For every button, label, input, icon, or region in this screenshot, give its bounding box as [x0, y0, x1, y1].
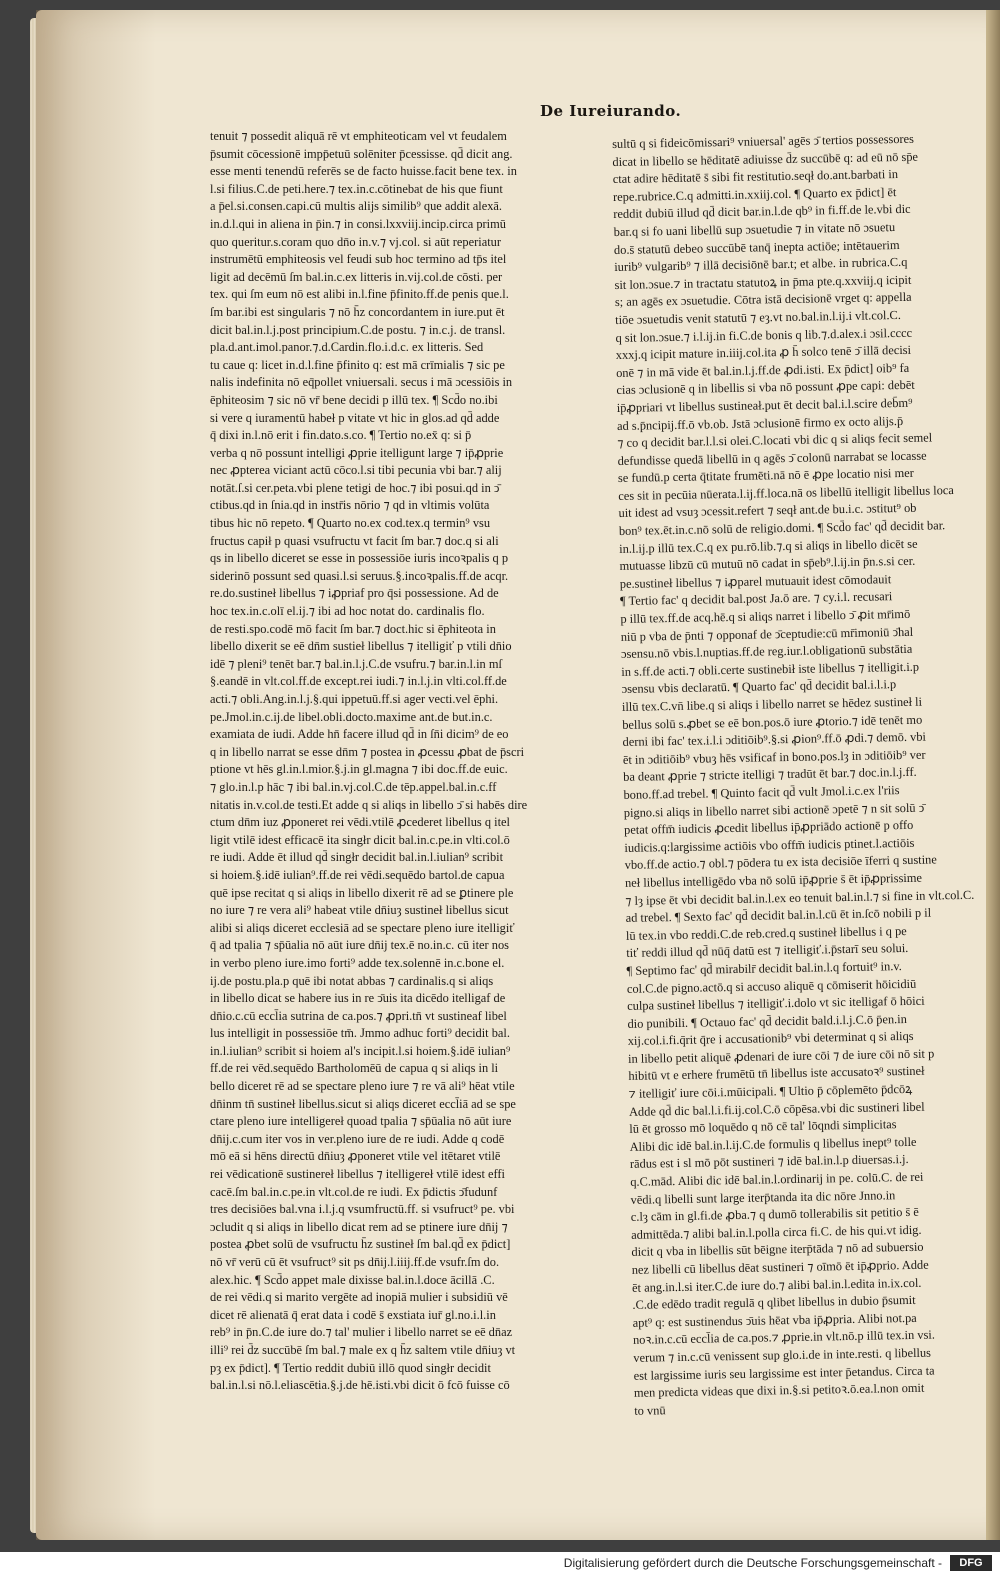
left-column-line: fructus capił p quasi vsufructu vt facit ſm bar.⁊ doc.q si ali — [210, 533, 499, 548]
right-column-line: vbo.ff.de actio.⁊ obl.⁊ pōdera tu ex ista decisiōe īferri q sustine — [624, 852, 937, 873]
left-column-line: instrumētū emphiteosis vel feudi sub hoc termino ad tp̄s itel — [210, 252, 507, 267]
right-column-line: ¶ Tertio fac' q decidit bal.post Ja.ō are. ⁊ cy.i.l. recusari — [620, 589, 893, 609]
right-column-line: bon⁹ tex.ēt.in.c.nō solū de religio.domi. ¶ Scd̄o fac' qd̄ decidit bar. — [618, 518, 946, 539]
left-column-line: in verbo pleno iure.imo forti⁹ adde tex.solennē in.c.bone el. — [210, 955, 505, 970]
left-column-line: notāt.ſ.si cer.peta.vbi plene tetigi de hoc.⁊ ibi posui.qd in ↄ̄ — [210, 480, 500, 495]
right-column-line: sit lon.ɔsue.⁊ in tractatu statutoꝝ in p̄ma pte.q.xxviij.q icipit — [614, 272, 912, 292]
right-column-line: illū tex.C.vn̄ libe.q si aliqs i libello narret se hēdez sustineł li — [621, 694, 923, 714]
right-column-line: derni ibi fac' tex.i.l.i ɔditiōib⁹.§.si ꝓion⁹.ff.ō ꝓdi.⁊ demō. vbi — [622, 729, 927, 750]
right-column-line: ⁊ itelligiť iure cōi.i.mūicipali. ¶ Ultio p̄ cōplemēto p̄dcōꝝ — [628, 1081, 913, 1101]
left-column-line: ptione vt hēs gl.in.l.mior.§.j.in gl.magna ⁊ ibi doc.ff.de euic. — [210, 762, 508, 777]
left-column-line: ctum dn̄m iuz ꝓponeret rei vēdi.vtilē ꝓcederet libellus q itel — [210, 815, 510, 830]
left-column-line: dn̄ij.c.cum iter vos in ver.pleno iure de re iudi. Adde q codē — [210, 1131, 505, 1146]
right-column-line: ⁊ lȝ ipse ēt vbi decidit bal.in.l.ex eo tenuit bal.in.l.⁊ si fine in vlt.col.C. — [625, 887, 975, 908]
right-column-line: do.s̄ statutū debeo succūbē tanq̄ inepta actiōe; intētauerim — [613, 237, 900, 257]
left-column-line: de resti.spo.codē mō facit ſm bar.⁊ doct.hic si ēphiteota in — [210, 621, 496, 636]
right-column-line: ēt in ɔditiōib⁹ vbuȝ hēs vsificaf in bono.pos.lȝ in ɔditiōib⁹ ver — [622, 747, 926, 767]
right-column-line: ɔsensu.nō vbis.l.nuptias.ff.de reg.iur.l.obligationū substātia — [620, 642, 913, 662]
left-column-line: bal.in.l.si nō.l.eliascētia.§.j.de hē.isti.vbi dicit ō fcō fuisse cō — [210, 1378, 510, 1393]
left-column-line: cacē.ſm bal.in.c.pe.in vlt.col.de re iudi. Ex p̄dictis ↄ̄fudunf — [210, 1184, 498, 1199]
left-column-line: ēphiteosim ⁊ sic nō vr̄ bene decidi p illū tex. ¶ Scd̄o no.ibi — [210, 392, 498, 407]
right-column-line: xij.col.i.fi.q̄rit q̄re i accusationib⁹ vbi determinat q si aliqs — [627, 1029, 914, 1049]
left-column-line: nō vr̄ verū cū ēt vsufruct⁹ sit ps dn̄ij.l.iiij.ff.de vsufr.ſm do. — [210, 1255, 500, 1269]
left-column-line: ij.de postu.pla.p quē ibi notat abbas ⁊ cardinalis.q si aliqs — [210, 973, 494, 988]
digitization-footer — [0, 1552, 1000, 1575]
right-text-column — [612, 130, 996, 1420]
left-column-line: idē ⁊ pleni⁹ tenēt bar.⁊ bal.in.l.j.C.de vsufru.⁊ bar.in.l.in mſ — [210, 656, 502, 671]
right-column-line: cias ɔclusionē q in libellis si vba nō possunt ꝓpe capi: debēt — [616, 378, 915, 398]
left-column-line: nitatis in.v.col.de testi.Et adde q si aliqs in libello ↄ̄ si habēs dire — [210, 797, 528, 812]
left-column-line: qs in libello diceret se esse in possessiōe iuris incoꝛpalis q p — [210, 551, 509, 566]
right-column-line: ba deant ꝓprie ⁊ stricte itelligi ⁊ tradūt ēt bar.⁊ doc.in.l.j.ff. — [623, 765, 917, 785]
left-column-line: ɔcludit q si aliqs in libello dicat rem ad se ptinere iure dn̄ij ⁊ — [210, 1219, 508, 1234]
left-column-line: re iudi. Adde ēt illud qd̄ singłr decidit bal.in.l.iulian⁹ scribit — [210, 850, 504, 865]
right-column-line: Adde qd̄ dic bal.l.i.fi.ij.col.C.ō cōpēsa.vbi dic sustineri libel — [628, 1099, 925, 1119]
left-column-line: §.eandē in vlt.col.ff.de except.rei iudi.⁊ in.l.j.in vlti.col.ff.de — [210, 674, 507, 689]
right-column-line: se fundū.p certa q̄titate frumēti.nā nō ē ꝓpe locatio nisi mer — [617, 466, 914, 486]
left-column-line: quē ipse recitat q si aliqs in libello dixerit rē ad se ꝑtinere ple — [210, 885, 514, 900]
left-column-line: rei vēdicationē sustinereł libellus ⁊ itelligereł vtilē idest effi — [210, 1167, 505, 1182]
left-column-line: no iure ⁊ re vera ali⁹ habeat vtile dn̄iuȝ sustineł libellus sicut — [210, 903, 509, 918]
right-column-line: ces sit in pecūia nūerata.l.ij.ff.loca.nā os libellū itelligit libellus loca — [618, 482, 954, 503]
left-column-line: tu caue q: licet in.d.l.fine p̄finito q: est mā crīmialis ⁊ sic pe — [210, 357, 505, 372]
left-column-line: ſm bar.ibi est singularis ⁊ nō h̄z concordantem in iure.put ēt — [210, 304, 505, 319]
left-column-line: esse menti tenendū referēs se de facto huisse.facit bene tex. in — [210, 164, 517, 179]
left-column-line: dn̄io.c.cū eccl̄ia sutrina de ca.pos.⁊ ꝓpri.tn̄ vt sustineaf libel — [210, 1008, 507, 1023]
right-column-line: ad s.p̄ncipij.ff.ō vb.ob. Jstā ɔclusionē firmo ex octo alijs.p̄ — [616, 413, 904, 433]
left-column-line: pe.Jmol.in.c.ij.de libel.obli.docto.maxime ant.de but.in.c. — [210, 709, 493, 724]
left-column-line: ⁊ glo.in.l.p hāc ⁊ ibi bal.in.vj.col.C.de tēp.appel.bal.in.c.ff — [210, 779, 497, 794]
left-column-line: pȝ ex p̄dict]. ¶ Tertio reddit dubiū illō quod singłr decidit — [210, 1360, 491, 1375]
right-column-line: Alibi dic idē bal.in.l.ij.C.de formulis q libellus inept⁹ tolle — [629, 1134, 917, 1154]
left-column-line: q̄ ad tpalia ⁊ sp̄ūalia nō aūt iure dn̄ij tex.ē no.in.c. cū iter nos — [210, 938, 509, 953]
right-column-line: ip̄ꝓpriari vt libellus sustineał.put ēt decit bal.i.l.scire deb̄m⁹ — [616, 395, 913, 415]
right-column-line: p illū tex.ff.de acq.hē.q si aliqs narret i libello ↄ̄ ꝓit mr̄imō — [620, 606, 911, 626]
right-column-line: s; an agēs ex ɔsuetudie. Cōtra istā decisionē vrget q: appella — [614, 290, 912, 310]
funding-notice: Digitalisierung gefördert durch die Deutsche Forschungsgemeinschaft - — [563, 1556, 942, 1570]
right-column-line: in libello petit aliquē ꝓdenari de iure cōi ⁊ de iure cōi nō sit p — [627, 1046, 935, 1066]
left-column-line: de rei vēdi.q si marito vergēte ad inopiā mulier i subsidiū vē — [210, 1290, 508, 1305]
right-column-line: mutuasse libzū cū mutuū nō cadat in sp̄eb⁹.l.ij.in p̄n.s.si cer. — [619, 554, 916, 574]
left-column-line: nalis indefinita nō eq̄pollet vniuersali. secus i mā ɔcessiōis in — [210, 375, 513, 390]
left-column-line: ctibus.qd in ſnia.qd in instr̄is nōrio ⁊ qd in vltimis volūta — [210, 498, 490, 513]
left-column-line: dicet rē alienatā q̄ erat data i codē s̄ exstiata iur̄ gl.no.i.l.in — [210, 1307, 496, 1322]
left-column-line: examiata de iudi. Adde hn̄ facere illud qd̄ in ſn̄i dicim⁹ de eo — [210, 727, 509, 742]
right-column-line: reddit dubiū illud qd̄ dicit bar.in.l.de qb⁹ in fi.ff.de le.vbi dic — [613, 202, 911, 222]
left-column-line: re.do.sustineł libellus ⁊ iꝓpriaf pro q̄si possessione. Ad de — [210, 586, 499, 601]
left-column-line: ff.de rei vēd.sequēdo Bartholomēū de capua q si aliqs in li — [210, 1061, 499, 1076]
left-column-line: libello dixerit se eē dn̄m sustieł libellus ⁊ itelligiť p vtili dn̄io — [210, 639, 512, 654]
running-header: De Iureiurando. — [540, 102, 682, 120]
right-column-line: pigno.si aliqs in libello narret sibi actionē ɔpetē ⁊ n sit solū ↄ̄ — [623, 800, 925, 820]
left-column-line: l.si filius.C.de peti.here.⁊ tex.in.c.cōtinebat de his que fiunt — [210, 181, 503, 196]
left-column-line: alex.hic. ¶ Scd̄o appet male dixisse bal.in.l.doce ācillā .C. — [210, 1272, 495, 1287]
right-column-line: xxxj.q icipit mature in.iiij.col.ita ꝓ h̄ solco tenē ↄ̄ illā decisi — [615, 342, 912, 363]
left-column-line: tibus hic nō repeto. ¶ Quarto no.ex cod.tex.q termin⁹ vsu — [210, 516, 491, 531]
left-column-line: q̄ dixi in.l.nō erit i fin.dato.s.co. ¶ Tertio no.ex̄ q: si p̄ — [210, 428, 472, 443]
right-column-line: ɔsensu vbis declaratū. ¶ Quarto fac' qd̄ decidit bal.i.l.i.p — [621, 677, 897, 697]
right-column-line: niū p vba de p̄nti ⁊ opponaf de ↄ̄ceptudie:cū mr̄imoniū ↄ̄hal — [620, 624, 914, 644]
right-column-line: sultū q si fideicōmissari⁹ vniuersal' agēs ↄ̄ tertios possessores — [612, 131, 915, 151]
right-column-line: ad trebel. ¶ Sexto fac' qd̄ decidit bal.in.l.cū ēt in.ſcō nobili p il — [625, 905, 932, 926]
left-column-line: in libello dicat se habere ius in re ↄ̄uis ita dicēdo itelligaf de — [210, 991, 506, 1006]
right-column-line: defundisse quedā libellū in q agēs ↄ̄ colonū narrabat se locasse — [617, 448, 927, 468]
right-column-line: noꝛ.in.c.cū eccl̄ia de ca.pos.⁊ ꝓprie.in vlt.nō.p illū tex.in vsi. — [632, 1327, 936, 1348]
right-column-line: bellus solū s.ꝓbet se eē bon.pos.ō iure ꝓtorio.⁊ idē tenēt mo — [622, 712, 923, 732]
right-column-line: men predicta videas que dixi in.§.si petitoꝛ.ō.ea.l.non omit — [633, 1380, 925, 1400]
right-column-line: ēt ang.in.l.si iter.C.de iure do.⁊ alibi bal.in.l.edita in.ix.col. — [631, 1275, 922, 1295]
right-column-line: uit idest ad vsuȝ ɔcessit.refert ⁊ seqł ant.de bu.i.c. ɔstitut⁹ ob — [618, 501, 917, 521]
right-column-line: rādus est i sl mō pōt sustineri ⁊ idē bal.in.l.p diuersas.i.j. — [629, 1152, 909, 1172]
left-column-line: si vere q iuramentū habeł p vitate vt hic in glos.ad qd̄ adde — [210, 410, 500, 425]
right-column-line: est largissime iuris seu largissime est inter p̄etandus. Circa ta — [633, 1363, 935, 1383]
right-column-line: admittēda.⁊ alibi bal.in.l.polla circa fi.C. de his qui.vt idig. — [631, 1222, 922, 1242]
left-column-line: q in libello narrat se esse dn̄m ⁊ postea in ꝓcessu ꝓbat de p̄scri — [210, 744, 525, 759]
left-column-line: verba q nō possunt intelligi ꝓprie itelligunt large ⁊ ip̄ꝓprie — [210, 445, 504, 460]
left-text-column — [210, 128, 562, 1395]
right-column-line: onē ⁊ in mā vide ēt bal.in.l.j.ff.de ꝓdi.isti. Ex p̄dict] oib⁹ fa — [616, 360, 910, 380]
left-column-line: tex. qui ſm eum nō est alibi in.l.fine p̄finito.ff.de penis que.l. — [210, 287, 509, 302]
right-column-line: c.lȝ cām in gl.fi.de ꝓba.⁊ q dumō tollerabilis sit petitio s̄ ē — [630, 1205, 919, 1225]
right-column-line: culpa sustineł libellus ⁊ itelligiť.i.dolo vt sic itelligaf ō hōici — [627, 993, 925, 1013]
right-column-line: ¶ Septimo fac' qd̄ mirabilr̄ decidit bal.in.l.q fortuit⁹ in.v. — [626, 958, 902, 978]
right-column-line: nez libelli cū libellus dēat sustineri ⁊ oīmō ēt ip̄ꝓprio. Adde — [631, 1257, 929, 1277]
right-column-line: bar.q si fo uani libellū sup ɔsuetudie ⁊ in vitate nō ɔsuetu — [613, 220, 896, 239]
right-column-line: col.C.de pigno.actō.q si accuso aliquē q cōmiserit hōicidiū — [626, 976, 917, 996]
left-column-line: pla.d.ant.imol.panor.⁊.d.Cardin.flo.i.d.c. ex litteris. Sed — [210, 340, 484, 355]
right-column-line: tiť reddi illud qd̄ nūq̄ datū est ⁊ itelligiť.i.p̄starī seu solui. — [626, 941, 909, 961]
left-column-line: nec ꝓpterea viciant actū cōco.l.si tibi pecunia vbi bar.⁊ alij — [210, 463, 502, 478]
left-column-line: siderinō possunt sed quasi.l.si seruus.§.incoꝛpalis.ff.de acqr. — [210, 568, 509, 583]
right-column-line: dicat in libello se hēditatē adiuisse d̄z succūbē q: ad eū nō sp̄e — [612, 149, 919, 169]
left-column-line: illi⁹ rei d̄z succūbē ſm bal.⁊ male ex q h̄z saltem vtile dn̄iuȝ vt — [210, 1342, 516, 1357]
right-column-line: vēdi.q libelli sunt large iterp̄tanda ita dic nōre Jnno.in — [630, 1187, 896, 1207]
right-column-line: .C.de edēdo tradit regulā q qlibet libellus in dubio p̄sumit — [632, 1293, 916, 1313]
left-column-line: dicit bal.in.l.j.post principium.C.de postu. ⁊ in.c.j. de transl. — [210, 322, 506, 337]
left-column-line: ligit vtilē idest efficacē ita singłr dicit bal.in.c.pe.in vlti.col.ō — [210, 832, 510, 847]
right-column-line: iurib⁹ vulgarib⁹ ⁊ illā decisiōnē bar.t; et albe. in rubrica.C.q — [614, 255, 908, 275]
right-column-line: lū ēt grosso mō loquēdo q nō cē tal' lōqndi simplicitas — [629, 1117, 897, 1137]
left-column-line: tenuit ⁊ possedit aliquā rē vt emphiteoticam vel vt feudalem — [210, 129, 507, 143]
left-column-line: hoc tex.in.c.olī el.ij.⁊ ibi ad hoc notat do. cardinalis flo. — [210, 604, 485, 619]
left-column-line: in.d.l.qui in aliena in p̄in.⁊ in consi.lxxviij.incip.circa primū — [210, 216, 506, 231]
right-column-line: petat offm̄ iudicis ꝓcedit libellus ip̄ꝓpriādo actionē p offo — [623, 818, 914, 838]
left-column-line: lus intelligit in possessiōe tm̄. Jmmo adhuc forti⁹ decidit bal. — [210, 1026, 510, 1041]
right-column-line: in s.ff.de acti.⁊ obli.certe sustinebił iste libellus ⁊ itelligit.i.p — [621, 659, 920, 679]
right-column-line: to vnū — [634, 1403, 666, 1418]
left-column-line: ligit ad decēmū ſm bal.in.c.ex litteris in.vij.col.de cōsti. per — [210, 269, 503, 284]
right-column-line: dio punibili. ¶ Octauo fac' qd̄ decidit bald.i.l.j.C.ō p̄en.in — [627, 1011, 907, 1031]
left-column-line: mō eā si hēns directū dn̄iuȝ ꝓponeret vtile vel itētaret vtilē — [210, 1149, 501, 1164]
right-column-line: dicit q vba in libellis sūt bēigne iterp̄tāda ⁊ nō ad subuersio — [631, 1240, 924, 1260]
right-column-line: tiōe ɔsuetudis venit statutū ⁊ eȝ.vt no.bal.in.l.ij.i vlt.col.C. — [615, 307, 901, 327]
left-column-line: in.l.iulian⁹ scribit si hoiem al's incipit.l.si hoiem.§.idē iulian⁹ — [210, 1043, 511, 1058]
left-column-line: postea ꝓbet solū de vsufructu h̄z sustineł ſm bal.qd̄ ex p̄dict] — [210, 1237, 511, 1252]
right-column-line: verum ⁊ in.c.cū venissent sup glo.i.de in inte.resti. q libellus — [633, 1345, 932, 1365]
right-column-line: neł libellus intelligēdo vba nō solū ip̄ꝓprie s̄ ēt ip̄ꝓprissime — [624, 870, 923, 890]
right-column-line: repe.rubrice.C.q admitti.in.xxiij.col. ¶ Quarto ex p̄dict] ēt — [612, 184, 897, 204]
left-column-line: alibi si aliqs diceret ecclesiā ad se spectare pleno iure itelligiť — [210, 920, 515, 935]
right-column-line: q.C.mād. Alibi dic idē bal.in.l.ordinarij in pe. colū.C. de rei — [630, 1169, 924, 1189]
left-column-line: ctare pleno iure intelligereł quoad tpalia ⁊ sp̄ūalia nō aūt iure — [210, 1114, 512, 1129]
left-column-line: quo queritur.s.coram quo dn̄o in.v.⁊ vj.col. si aūt reperiatur — [210, 234, 501, 249]
left-column-line: bello diceret rē ad se spectare pleno iure ⁊ re vā ali⁹ hēat vtile — [210, 1079, 515, 1094]
right-column-line: bono.ff.ad trebel. ¶ Quinto facit qd̄ vult Jmol.i.c.ex l'riis — [623, 783, 900, 802]
right-column-line: hibitū vt e erhere frumētū tn̄ libellus iste accusatoꝛ⁹ sustineł — [628, 1064, 925, 1084]
left-column-line: dn̄inm tn̄ sustineł libellus.sicut si aliqs diceret eccl̄iā ad se spe — [210, 1096, 516, 1111]
right-column-line: in.l.ij.p illū tex.C.q ex pu.rō.lib.⁊.q si aliqs in libello dicēt se — [619, 536, 918, 556]
right-column-line: q sit lon.ɔsue.⁊ i.l.ij.in fi.C.de bonis q lib.⁊.d.alex.i ɔsil.cccc — [615, 325, 913, 345]
right-column-line: ctat adire hēditatē s̄ sibi fit restitutio.seqł do.ant.barbati in — [612, 167, 899, 187]
left-column-line: a p̄el.si.consen.capi.cū multis alijs similib⁹ que addit alexā. — [210, 199, 502, 214]
right-column-line: ⁊ co q decidit bar.l.l.si olei.C.locati vbi dic q si aliqs fecit semel — [617, 430, 933, 451]
dfg-logo: DFG — [950, 1555, 992, 1571]
left-column-line: p̄sumit cōcessionē impp̄etuū solēniter p̄cessisse. qd̄ dicit ang. — [210, 146, 513, 161]
left-column-line: si hoiem.§.idē iulian⁹.ff.de rei vēdi.sequēdo bartol.de capua — [210, 867, 505, 882]
left-column-line: acti.⁊ obli.Ang.in.l.j.§.qui ippetuū.ff.si ager vecti.vel ēphi. — [210, 692, 499, 706]
left-column-line: tres decisiōes bal.vna i.l.j.q vsumfructū.ff. si vsufruct⁹ pe. vbi — [210, 1202, 515, 1217]
right-column-line: lū tex.in vbo reddi.C.de reb.cred.q sustineł libellus i q pe — [625, 923, 907, 943]
right-column-line: apt⁹ q: est sustinendus ↄ̄uis hēat vba ip̄ꝓpria. Alibi not.pa — [632, 1310, 917, 1330]
right-column-line: pe.sustineł libellus ⁊ iꝓparel mutuauit idest cōmodauit — [619, 572, 892, 591]
right-column-line: iudicis.q:largissime actiōis vbo offm̄ iudicis ptinet.l.actiōis — [624, 835, 915, 855]
left-column-line: reb⁹ in p̄n.C.de iure do.⁊ tal' mulier i libello narret se eē dn̄az — [210, 1325, 513, 1340]
